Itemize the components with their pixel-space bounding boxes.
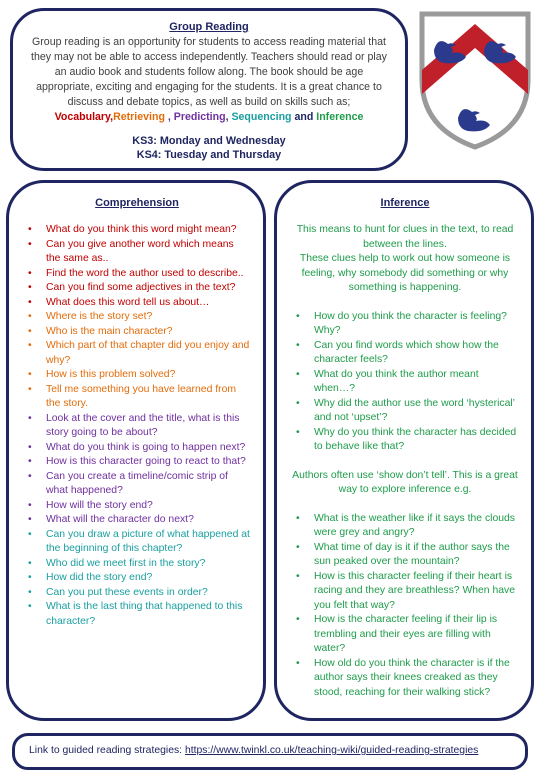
- school-crest-icon: [416, 10, 534, 150]
- inference-item-text: Why do you think the character has decided to behave like that?: [314, 426, 517, 452]
- inference-item: [291, 310, 519, 339]
- comprehension-item: [23, 571, 251, 586]
- inference-item-text: Why did the author use the word ‘hysterical’ and not ‘upset’?: [314, 397, 515, 423]
- skill-5: Sequencing: [231, 111, 292, 123]
- footer-label: Link to guided reading strategies:: [29, 745, 185, 756]
- bullet-icon: •: [28, 412, 32, 424]
- inference-item: [291, 339, 519, 368]
- show-dont-tell-list: [291, 512, 519, 701]
- bullet-icon: •: [28, 296, 32, 308]
- show-dont-tell-item-text: How is the character feeling if their lip is trembling and their eyes are filling with water?: [314, 614, 498, 654]
- show-dont-tell-item: [291, 570, 519, 614]
- comprehension-item: [23, 368, 251, 383]
- comprehension-item-text: How will the story end?: [46, 499, 153, 511]
- skill-0: Vocabulary,: [54, 111, 114, 123]
- bullet-icon: •: [296, 368, 300, 380]
- comprehension-item-text: Can you draw a picture of what happened at the beginning of this chapter?: [46, 528, 250, 554]
- comprehension-item-text: Look at the cover and the title, what is this story going to be about?: [46, 412, 240, 438]
- footer-box: [12, 733, 528, 770]
- inference-item: [291, 368, 519, 397]
- bullet-icon: •: [28, 572, 32, 583]
- bullet-icon: •: [28, 325, 32, 337]
- intro-title: Group Reading: [169, 21, 249, 33]
- comprehension-item: [23, 600, 251, 629]
- bullet-icon: •: [28, 470, 32, 482]
- skill-3: Predicting: [173, 111, 226, 123]
- skill-7: Inference: [316, 111, 364, 123]
- comprehension-item: [23, 296, 251, 311]
- bullet-icon: •: [296, 541, 300, 553]
- comprehension-item: [23, 412, 251, 441]
- comprehension-item: [23, 383, 251, 412]
- comprehension-item: [23, 267, 251, 282]
- comprehension-item-text: Who did we meet first in the story?: [46, 557, 206, 569]
- inference-box: [274, 180, 534, 721]
- comprehension-item-text: Where is the story set?: [46, 311, 153, 322]
- bullet-icon: •: [28, 441, 32, 453]
- bullet-icon: •: [28, 586, 32, 598]
- comprehension-item-text: What do you think this word might mean?: [46, 224, 237, 235]
- inference-questions-list: [291, 310, 519, 455]
- skill-2: ,: [164, 111, 174, 123]
- bullet-icon: •: [28, 340, 32, 351]
- comprehension-item: [23, 499, 251, 514]
- ks3-schedule: KS3: Monday and Wednesday: [132, 135, 286, 147]
- intro-body: Group reading is an opportunity for students to access reading material that they may not be able to access independently. Teachers should read or play an audio book and students follow along. The book should be age appropriate, exciting and engaging for the students. It is a great chance to discuss and debate topics, as well as build on skills such as;: [31, 36, 387, 108]
- skills-list: [55, 111, 364, 123]
- comprehension-item-text: Who is the main character?: [46, 325, 173, 337]
- intro-paragraph: [31, 35, 387, 125]
- bullet-icon: •: [28, 383, 32, 395]
- comprehension-item-text: Can you put these events in order?: [46, 586, 208, 598]
- bullet-icon: •: [296, 512, 300, 524]
- show-dont-tell-item-text: How old do you think the character is if the author says their knees creaked as they stood, reaching for their walking stick?: [314, 657, 510, 698]
- guided-reading-link[interactable]: https://www.twinkl.co.uk/teaching-wiki/guided-reading-strategies: [184, 745, 479, 756]
- bullet-icon: •: [28, 224, 32, 235]
- bullet-icon: •: [28, 267, 32, 279]
- comprehension-item: [23, 586, 251, 601]
- comprehension-item-text: What do you think is going to happen next?: [46, 441, 246, 453]
- comprehension-item: [23, 281, 251, 296]
- comprehension-box: [6, 180, 266, 721]
- show-dont-tell-item-text: What time of day is it if the author says the sun peaked over the mountain?: [314, 541, 510, 567]
- inference-item-text: How do you think the character is feeling? Why?: [314, 310, 507, 336]
- comprehension-list: [23, 223, 251, 629]
- inference-intro-2: These clues help to work out how someone is feeling, why somebody did something or why something is happening.: [299, 253, 511, 293]
- bullet-icon: •: [28, 528, 32, 540]
- inference-item-text: Can you find words which show how the character feels?: [314, 339, 499, 365]
- show-dont-tell-item-text: How is this character feeling if their heart is racing and they are breathless? When have you felt that way?: [314, 570, 516, 611]
- inference-item: [291, 426, 519, 455]
- comprehension-item: [23, 557, 251, 572]
- intro-box: [10, 8, 408, 171]
- comprehension-item-text: Can you give another word which means the same as..: [46, 238, 234, 264]
- show-dont-tell-item: [291, 613, 519, 657]
- bullet-icon: •: [28, 499, 32, 511]
- comprehension-item-text: Tell me something you have learned from the story.: [46, 383, 237, 409]
- comprehension-item-text: What is the last thing that happened to this character?: [46, 601, 243, 627]
- skill-4: ,: [225, 111, 232, 123]
- comprehension-item-text: Which part of that chapter did you enjoy and why?: [46, 340, 250, 366]
- inference-item: [291, 397, 519, 426]
- comprehension-item: [23, 310, 251, 325]
- inference-intro: This means to hunt for clues in the text, to read between the lines.: [296, 224, 514, 250]
- skill-6: and: [291, 111, 317, 123]
- show-dont-tell-item: [291, 512, 519, 541]
- inference-heading: Inference: [380, 197, 430, 209]
- bullet-icon: •: [28, 282, 32, 293]
- bullet-icon: •: [296, 339, 300, 351]
- comprehension-item-text: Find the word the author used to describe..: [46, 267, 244, 279]
- show-dont-tell-item-text: What is the weather like if it says the clouds were grey and angry?: [314, 512, 515, 538]
- comprehension-item: [23, 528, 251, 557]
- bullet-icon: •: [296, 397, 300, 409]
- comprehension-item: [23, 339, 251, 368]
- comprehension-item: [23, 238, 251, 267]
- bullet-icon: •: [296, 657, 300, 669]
- inference-item-text: What do you think the author meant when…?: [314, 368, 479, 394]
- comprehension-item-text: How is this character going to react to that?: [46, 456, 246, 467]
- comprehension-item-text: How did the story end?: [46, 572, 153, 583]
- comprehension-item-text: Can you find some adjectives in the text?: [46, 282, 236, 293]
- comprehension-heading: Comprehension: [95, 197, 179, 209]
- comprehension-item: [23, 470, 251, 499]
- comprehension-item-text: What does this word tell us about…: [46, 296, 210, 308]
- comprehension-item: [23, 223, 251, 238]
- bullet-icon: •: [296, 570, 300, 582]
- bullet-icon: •: [28, 238, 32, 250]
- bullet-icon: •: [296, 426, 300, 438]
- ks4-schedule: KS4: Tuesday and Thursday: [136, 149, 282, 161]
- bullet-icon: •: [28, 369, 32, 380]
- bullet-icon: •: [28, 311, 32, 322]
- show-dont-tell-item: [291, 657, 519, 701]
- show-dont-tell-note: Authors often use ‘show don’t tell’. This is a great way to explore inference e.g.: [292, 469, 518, 495]
- schedule: [31, 134, 387, 162]
- comprehension-item-text: Can you create a timeline/comic strip of what happened?: [46, 470, 228, 496]
- comprehension-item: [23, 513, 251, 528]
- comprehension-item: [23, 441, 251, 456]
- skill-1: Retrieving: [113, 111, 165, 123]
- bullet-icon: •: [28, 601, 32, 612]
- bullet-icon: •: [28, 456, 32, 467]
- comprehension-item: [23, 455, 251, 470]
- comprehension-item-text: What will the character do next?: [46, 514, 194, 525]
- comprehension-item: [23, 325, 251, 340]
- bullet-icon: •: [296, 310, 300, 322]
- bullet-icon: •: [28, 557, 32, 569]
- bullet-icon: •: [28, 514, 32, 525]
- comprehension-item-text: How is this problem solved?: [46, 369, 176, 380]
- bullet-icon: •: [296, 614, 300, 625]
- show-dont-tell-item: [291, 541, 519, 570]
